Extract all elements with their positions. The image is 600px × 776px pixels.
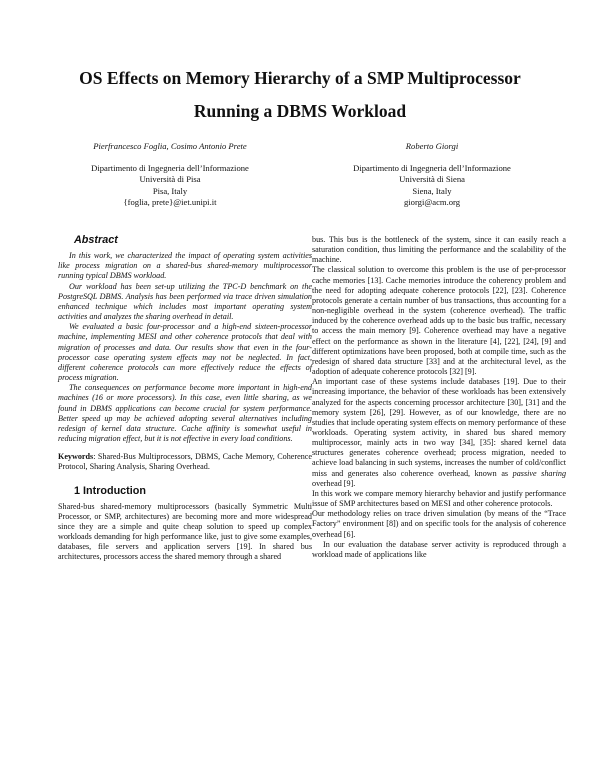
abstract-body [58, 251, 312, 444]
author-department: Dipartimento di Ingegneria dell’Informazione [91, 162, 249, 173]
body-paragraph: bus. This bus is the bottleneck of the system, since it can easily reach a saturation condition, thus limiting the performance and the scalability of the machine. [312, 235, 566, 265]
intro-paragraph: Shared-bus shared-memory multiprocessors (basically Symmetric Multi Processor, or SMP, architectures) are becoming more and more widespread since they are a simple and quite cheap solution to speed up complex workloads demanding for high performance like, just to give some examples, databases, file servers and application servers [19]. In shared bus architectures, processors access the shared memory through a shared [58, 501, 312, 562]
author-names: Roberto Giorgi [405, 141, 459, 151]
body-text: An important case of these systems include databases [19]. Due to their increasing importance, the behavior of these workloads has been extensively analyzed for the aspects concerning processor architecture [30], [31] and the memory system [26], [29]. However, as of our knowledge, there are no studies that include operating system effects on memory performance of these workloads. Operating system activity, in shared bus shared memory multiprocessor, mainly acts in two way [34], [35]: shared kernel data structures generates coherence overhead; process migration, needed to achieve load balancing in such systems, increases the number of cold/conflict miss and generates also coherence overhead, known as [312, 377, 566, 478]
body-paragraph: Our methodology relies on trace driven simulation (by means of the “Trace Factory” environment [8]) and on specific tools for the analysis of coherence overhead [6]. [312, 509, 566, 539]
introduction-heading: 1 Introduction [74, 485, 146, 498]
left-column [58, 235, 312, 563]
body-text: overhead [9]. [312, 478, 356, 488]
author-block-left [40, 141, 300, 209]
keywords [58, 452, 312, 472]
abstract-paragraph: The consequences on performance become more important in high-end machines (16 or more processors). In this case, even little sharing, as we found in DBMS applications can become crucial for system performance. Better speed up may be achieved adopting several alternatives including redesign of kernel data structure. Cache affinity is somewhat useful in reducing migration effect, but it is not effective in every load conditions. [58, 383, 312, 443]
body-paragraph: The classical solution to overcome this problem is the use of per-processor cache memories [13]. Cache memories introduce the coherency problem and the need for adopting adequate coherence protocols [22], [23]. Coherence protocols generate a certain number of bus transactions, thus accounting for a non-negligible overhead in the system (coherence overhead). The traffic induced by the coherence overhead adds up to the basic bus traffic, necessary to access the main memory [9]. Coherence overhead may have a negative effect on the performance as shown in the literature [4], [22], [24], [9] and different optimizations have been proposed, both at compile time, such as the redesign of shared data structure [33] and at the architectural level, as the adoption of adequate coherence protocols [32] [9]. [312, 265, 566, 377]
author-city: Pisa, Italy [152, 185, 188, 196]
abstract-heading: Abstract [74, 234, 118, 246]
body-paragraph: In this work we compare memory hierarchy behavior and justify performance issue of SMP architectures based on MESI and other coherence protocols. [312, 488, 566, 509]
abstract-paragraph: In this work, we characterized the impact of operating system activities like process migration on a shared-bus shared-memory multiprocessor running typical DBMS workload. [58, 251, 312, 281]
emphasis-text: passive sharing [512, 468, 567, 478]
abstract-paragraph: Our workload has been set-up utilizing the TPC-D benchmark on the PostgreSQL DBMS. Analysis has been performed via trace driven simulation enhanced technique which includes most important operating system activities and analyzes the sharing overhead in detail. [58, 281, 312, 322]
author-city: Siena, Italy [412, 185, 452, 196]
right-column [312, 235, 566, 560]
paper-title-line-1: OS Effects on Memory Hierarchy of a SMP Multiprocessor [79, 68, 521, 88]
keywords-label: Keywords [58, 452, 94, 462]
body-paragraph [312, 377, 566, 489]
author-block-right [302, 141, 562, 209]
author-email: giorgi@acm.org [403, 197, 461, 207]
paper-title-line-2: Running a DBMS Workload [193, 101, 407, 121]
author-email: {foglia, prete}@iet.unipi.it [123, 197, 217, 207]
abstract-paragraph: We evaluated a basic four-processor and a high-end sixteen-processor machine, implementing MESI and other coherence protocols that deal with migration of processes and data. Our results show that even in the four-processor case operating system effects may not be neglected. In fact, different coherence protocols can more effectively reduce the effects of process migration. [58, 322, 312, 383]
author-names: Pierfrancesco Foglia, Cosimo Antonio Prete [93, 141, 247, 151]
body-paragraph: In our evaluation the database server activity is reproduced through a workload made of applications like [312, 539, 566, 559]
keywords-text: : Shared-Bus Multiprocessors, DBMS, Cache Memory, Coherence Protocol, Sharing Analysis, Sharing Overhead. [58, 452, 312, 472]
author-university: Università di Pisa [139, 174, 201, 184]
author-department: Dipartimento di Ingegneria dell’Informazione [353, 162, 511, 173]
author-university: Università di Siena [399, 174, 465, 184]
